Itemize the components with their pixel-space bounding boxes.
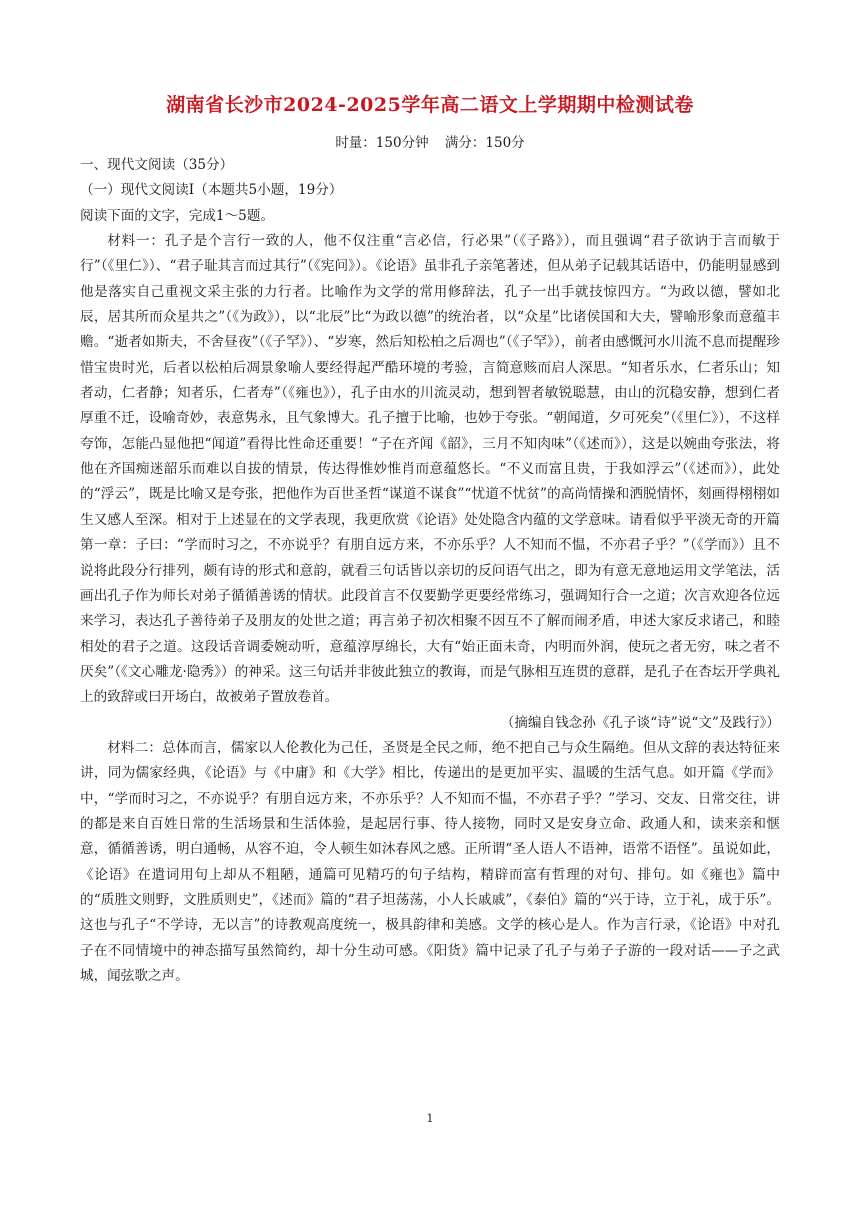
subsection-heading: （一）现代文阅读Ⅰ（本题共5小题，19分） (80, 182, 343, 199)
exam-duration: 时量：150分钟 (335, 135, 429, 151)
material-two-paragraph: 材料二：总体而言，儒家以人伦教化为己任，圣贤是全民之师，绝不把自己与众生隔绝。但从文辞的表达特征来讲，同为儒家经典，《论语》与《中庸》和《大学》相比，传递出的是更加平实、温暖的生活气息。如开篇《学而》中，“学而时习之，不亦说乎？有朋自远方来，不亦乐乎？人不知而不愠，不亦君子乎？”学习、交友、日常交往，讲的都是来自百姓日常的生活场景和生活体验，是起居行事、待人接物，同时又是安身立命、政通人和，读来亲和惬意，循循善诱，明白通畅，从容不迫，令人顿生如沐春风之感。正所谓“圣人语人不语神，语常不语怪”。虽说如此，《论语》在遣词用句上却从不粗陋，通篇可见精巧的句子结构，精辟而富有哲理的对句、排句。如《雍也》篇中的“质胜文则野，文胜质则史”，《述而》篇的“君子坦荡荡，小人长戚戚”，《泰伯》篇的“兴于诗，立于礼，成于乐”。这也与孔子“不学诗，无以言”的诗教观高度统一，极具韵律和美感。文学的核心是人。作为言行录，《论语》中对孔子在不同情境中的神态描写虽然简约，却十分生动可感。《阳货》篇中记录了孔子与弟子子游的一段对话——子之武城，闻弦歌之声。 (80, 739, 780, 984)
exam-title: 湖南省长沙市2024-2025学年高二语文上学期期中检测试卷 (166, 94, 694, 116)
exam-meta (0, 131, 860, 151)
page-number: 1 (426, 1112, 434, 1125)
material-one-paragraph: 材料一：孔子是个言行一致的人，他不仅注重“言必信，行必果”（《子路》），而且强调“君子欲讷于言而敏于行”（《里仁》）、“君子耻其言而过其行”（《宪问》）。《论语》虽非孔子亲笔著述，但从弟子记载其话语中，仍能明显感到他是落实自己重视文采主张的力行者。比喻作为文学的常用修辞法，孔子一出手就技惊四方。“为政以德，譬如北辰，居其所而众星共之”（《为政》），以“北辰”比“为政以德”的统治者，以“众星”比诸侯国和大夫，譬喻形象而意蕴丰赡。“逝者如斯夫，不舍昼夜”（《子罕》）、“岁寒，然后知松柏之后凋也”（《子罕》），前者由感慨河水川流不息而提醒珍惜宝贵时光，后者以松柏后凋景象喻人要经得起严酷环境的考验，言简意赅而启人深思。“知者乐水，仁者乐山；知者动，仁者静；知者乐，仁者寿”（《雍也》），孔子由水的川流灵动，想到智者敏锐聪慧，由山的沉稳安静，想到仁者厚重不迁，设喻奇妙，表意隽永，且气象博大。孔子擅于比喻，也妙于夸张。“朝闻道，夕可死矣”（《里仁》），不这样夸饰，怎能凸显他把“闻道”看得比性命还重要！“子在齐闻《韶》，三月不知肉味”（《述而》），这是以婉曲夸张法，将他在齐国痴迷韶乐而难以自拔的情景，传达得惟妙惟肖而意蕴悠长。“不义而富且贵，于我如浮云”（《述而》），此处的“浮云”，既是比喻又是夸张，把他作为百世圣哲“谋道不谋食”“忧道不忧贫”的高尚情操和洒脱情怀，刻画得栩栩如生又感人至深。相对于上述显在的文学表现，我更欣赏《论语》处处隐含内蕴的文学意味。请看似乎平淡无奇的开篇第一章：子曰：“学而时习之，不亦说乎？有朋自远方来，不亦乐乎？人不知而不愠，不亦君子乎？”（《学而》）且不说将此段分行排列，颇有诗的形式和意韵，就看三句话皆以亲切的反问语气出之，即为有意无意地运用文学笔法，活画出孔子作为师长对弟子循循善诱的情状。此段首言不仅要勤学更要经常练习，强调知行合一之道；次言欢迎各位远来学习，表达孔子善待弟子及朋友的处世之道；再言弟子初次相聚不因互不了解而闹矛盾，申述大家反求诸己，和睦相处的君子之道。这段话音调委婉动听，意蕴淳厚绵长，大有“始正面未奇，内明而外润，使玩之者无穷，味之者不厌矣”（《文心雕龙·隐秀》）的神采。这三句话并非彼此独立的教诲，而是气脉相互连贯的意群，是孔子在杏坛开学典礼上的致辞或曰开场白，故被弟子置放卷首。 (80, 233, 780, 706)
section-heading: 一、现代文阅读（35分） (80, 157, 234, 173)
material-one-source: （摘编自钱念孙《孔子谈“诗”说“文”及践行》） (500, 714, 780, 731)
exam-body (80, 153, 780, 989)
reading-instruction: 阅读下面的文字，完成1～5题。 (80, 207, 275, 224)
exam-score: 满分：150分 (444, 135, 525, 151)
